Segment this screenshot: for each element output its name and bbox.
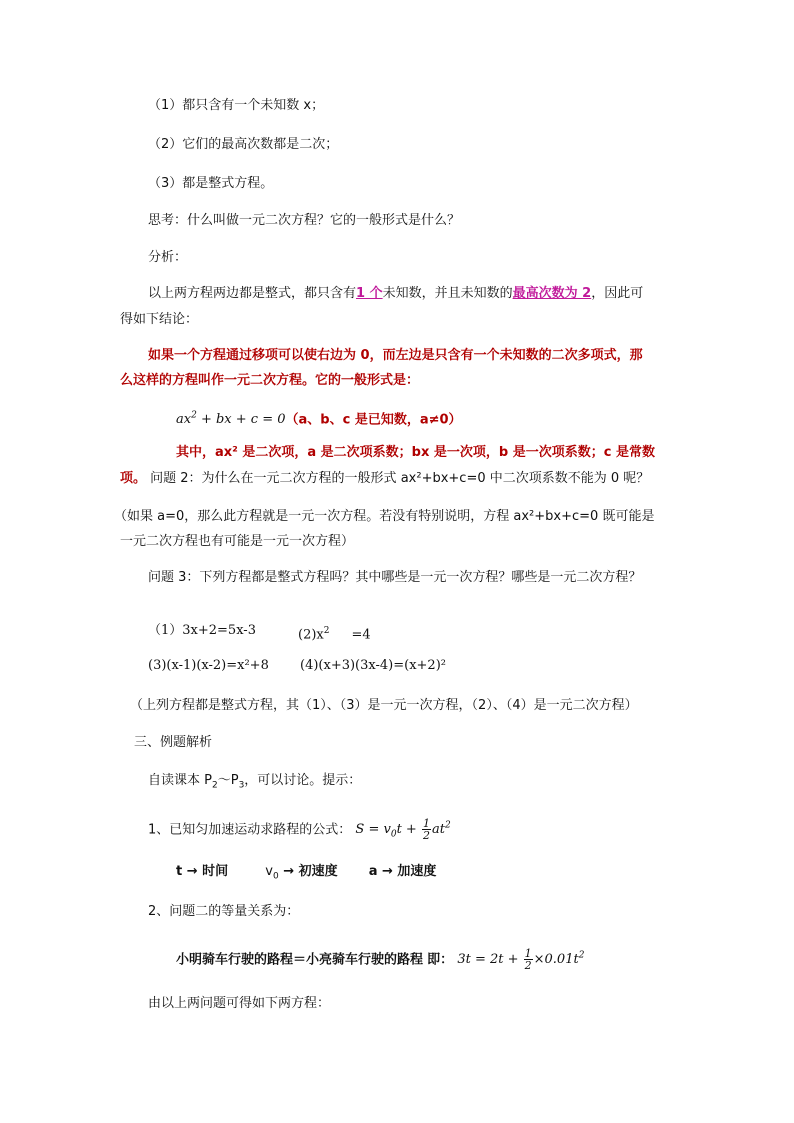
distance-formula: $S = v_0t$ + $\frac{1}{2}$ $at^2$ (355, 817, 451, 843)
conclusion-text: 由以上两问题可得如下两方程： (148, 996, 331, 1011)
self-read-a: 自读课本 P (148, 773, 212, 788)
line-3-text: （3）都是整式方程。 (148, 176, 274, 191)
var-acceleration: a → 加速度 (368, 864, 437, 879)
equality-relation (176, 946, 584, 971)
definition-text-1: 如果一个方程通过移项可以使右边为 0，而左边是只含有一个未知数的二次多项式，那 (148, 348, 643, 363)
terms-line-1 (176, 443, 655, 463)
p1-part-d: 得如下结论： (120, 312, 199, 327)
var-v-symbol: v (265, 864, 273, 879)
tip-1 (148, 816, 451, 845)
question-3-text: 问题 3：下列方程都是整式方程吗？其中哪些是一元一次方程？哪些是一元二次方程？ (148, 570, 642, 585)
section-3-heading (134, 733, 212, 753)
ji-label: 即： (427, 952, 454, 968)
var-time: t → 时间 (176, 864, 229, 879)
line-2-text: （2）它们的最高次数都是二次； (148, 137, 339, 152)
question-2: 问题 2：为什么在一元二次方程的一般形式 ax²+bx+c=0 中二次项系数不能为 0 呢？ (150, 471, 650, 486)
equation-1 (148, 621, 256, 641)
paragraph-1-cont (120, 310, 198, 330)
terms-text-1: 其中，ax² 是二次项，a 是二次项系数；bx 是一次项，b 是一次项系数；c 是常数 (176, 445, 655, 460)
paragraph-1 (148, 284, 643, 304)
answer-3 (130, 696, 638, 716)
general-form-equation: $ax^2$ + bx + c = 0 (176, 411, 286, 428)
conclusion (148, 994, 330, 1014)
distance-equation: 3t = 2t + $\frac{1}{2}$ $\times 0.01t^2$ (457, 947, 585, 973)
definition-line-2 (120, 371, 419, 391)
equation-4 (300, 656, 446, 676)
equation-3 (148, 656, 269, 676)
answer-2-line-2 (120, 532, 354, 552)
terms-line-2 (120, 469, 649, 489)
highlight-max-degree: 最高次数为 2 (512, 286, 592, 301)
equation-4-text: (4)(x+3)(3x-4)=(x+2)² (300, 658, 446, 673)
tip-1-text: 1、已知匀加速运动求路程的公式： (148, 822, 352, 838)
question-3 (148, 568, 641, 588)
equation-2-lhs: (2)x (298, 627, 324, 643)
p1-part-c: ，因此可 (591, 286, 644, 301)
analysis-text: 分析： (148, 250, 188, 265)
definition-text-2: 么这样的方程叫作一元二次方程。它的一般形式是： (120, 373, 420, 388)
equation-1-text: （1）3x+2=5x-3 (148, 623, 256, 638)
line-3 (148, 174, 273, 194)
general-form-note: （a、b、c 是已知数，a≠0） (285, 412, 462, 428)
general-form (176, 406, 462, 430)
think-question (148, 211, 460, 231)
answer-2-line-1 (114, 507, 654, 527)
self-read-b: ～P (217, 773, 239, 788)
think-text: 思考：什么叫做一元二次方程？它的一般形式是什么？ (148, 213, 461, 228)
terms-text-2: 项。 (120, 471, 147, 486)
self-read-c: ，可以讨论。提示： (244, 773, 362, 788)
p1-part-a: 以上两方程两边都是整式，都只含有 (148, 286, 357, 301)
analysis-label (148, 248, 187, 268)
highlight-one-unknown: 1 个 (356, 286, 383, 301)
tip-2-text: 2、问题二的等量关系为： (148, 904, 300, 919)
variables-line: t → 时间 $v_0$ → 初速度 a → 加速度 (176, 864, 437, 882)
line-2 (148, 135, 338, 155)
definition-line-1 (148, 346, 643, 366)
answer-2-text-1: （如果 a=0，那么此方程就是一元一次方程。若没有特别说明，方程 ax²+bx+c=0 既可能是 (114, 509, 655, 524)
equality-text: 小明骑车行驶的路程＝小亮骑车行驶的路程 (176, 952, 424, 968)
var-velocity: → 初速度 (283, 864, 338, 879)
self-read: 自读课本 $P_2\sim P_3$，可以讨论。提示： (148, 773, 362, 791)
equation-2: $(2)x^2 =4$ (298, 626, 371, 643)
line-1-text: （1）都只含有一个未知数 x； (148, 98, 325, 113)
answer-3-text: （上列方程都是整式方程，其（1）、（3）是一元一次方程，（2）、（4）是一元二次方程） (130, 698, 638, 713)
section-3-text: 三、例题解析 (134, 735, 213, 750)
line-1 (148, 96, 324, 116)
tip-2 (148, 902, 299, 922)
equation-3-text: (3)(x-1)(x-2)=x²+8 (148, 658, 269, 673)
p1-part-b: 未知数，并且未知数的 (382, 286, 513, 301)
answer-2-text-2: 一元二次方程也有可能是一元一次方程） (120, 534, 355, 549)
equation-2-rhs: =4 (351, 627, 371, 643)
